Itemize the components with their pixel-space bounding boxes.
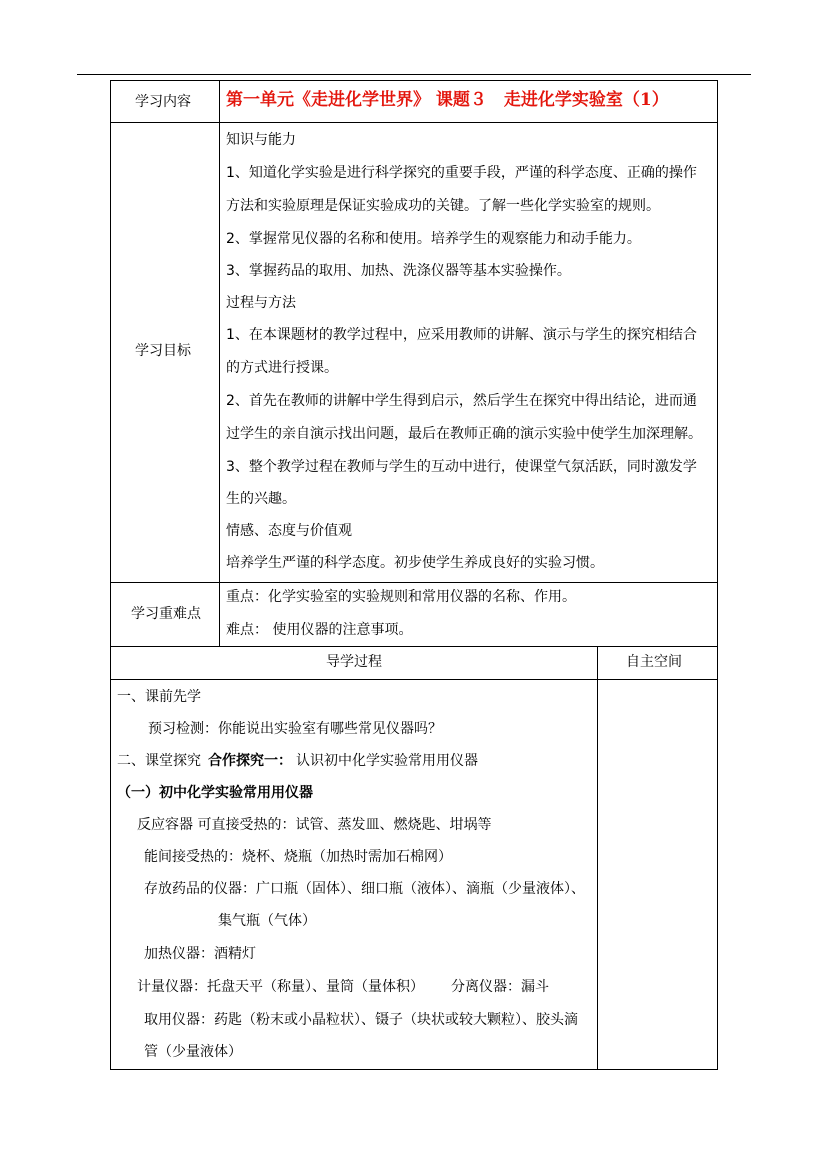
objective-line: 3、整个教学过程在教师与学生的互动中进行，使课堂气氛活跃，同时激发学 [226, 459, 697, 475]
objective-line: 1、知道化学实验是进行科学探究的重要手段，严谨的科学态度、正确的操作 [226, 165, 697, 181]
key-point: 重点：化学实验室的实验规则和常用仪器的名称、作用。 [226, 589, 576, 605]
objective-line: 的方式进行授课。 [226, 360, 338, 376]
difficulty-point: 难点： 使用仪器的注意事项。 [226, 622, 413, 638]
objective-line: 培养学生严谨的科学态度。初步使学生养成良好的实验习惯。 [226, 555, 604, 571]
guide-line: 分离仪器：漏斗 [451, 979, 549, 995]
objective-line: 生的兴趣。 [226, 491, 296, 507]
objective-line: 情感、态度与价值观 [226, 523, 352, 539]
guide-line: 反应容器 可直接受热的：试管、蒸发皿、燃烧匙、坩埚等 [137, 817, 492, 833]
guide-line: 存放药品的仪器：广口瓶（固体）、细口瓶（液体）、滴瓶（少量液体）、 [144, 881, 585, 897]
objective-line: 2、首先在教师的讲解中学生得到启示，然后学生在探究中得出结论，进而通 [226, 393, 697, 409]
objective-line: 2、掌握常见仪器的名称和使用。培养学生的观察能力和动手能力。 [226, 231, 641, 247]
guide-line: 管（少量液体） [144, 1044, 242, 1060]
row2-content-cell [219, 122, 718, 583]
guide-line: 预习检测：你能说出实验室有哪些常见仪器吗？ [148, 721, 442, 737]
guide-line: 一、课前先学 [117, 689, 201, 705]
objective-line: 过程与方法 [226, 295, 296, 311]
header-rule [77, 74, 751, 75]
guide-line: 合作探究一： [208, 753, 292, 769]
row3-label: 学习重难点 [131, 606, 201, 622]
guide-line: 二、课堂探究 [117, 753, 201, 769]
objective-line: 方法和实验原理是保证实验成功的关键。了解一些化学实验室的规则。 [226, 198, 660, 214]
objective-line: 知识与能力 [226, 132, 296, 148]
guide-line: 计量仪器：托盘天平（称量）、量筒（量体积） [137, 979, 424, 995]
space-header: 自主空间 [626, 654, 682, 670]
guide-line: 取用仪器：药匙（粉末或小晶粒状）、镊子（块状或较大颗粒）、胶头滴 [144, 1012, 578, 1028]
objective-line: 过学生的亲自演示找出问题，最后在教师正确的演示实验中使学生加深理解。 [226, 426, 702, 442]
row2-label: 学习目标 [135, 343, 191, 359]
space-content-cell [597, 679, 718, 1070]
lesson-title: 第一单元《走进化学世界》 课题３ 走进化学实验室（1） [226, 90, 669, 110]
objective-line: 1、在本课题材的教学过程中，应采用教师的讲解、演示与学生的探究相结合 [226, 327, 697, 343]
objective-line: 3、掌握药品的取用、加热、洗涤仪器等基本实验操作。 [226, 263, 571, 279]
row1-label: 学习内容 [135, 94, 191, 110]
guide-line: 集气瓶（气体） [218, 913, 316, 929]
guide-line: 认识初中化学实验常用用仪器 [296, 753, 478, 769]
guide-header: 导学过程 [326, 654, 382, 670]
guide-line: 加热仪器：酒精灯 [144, 946, 256, 962]
guide-section-heading: （一）初中化学实验常用用仪器 [117, 785, 313, 801]
guide-line: 能间接受热的：烧杯、烧瓶（加热时需加石棉网） [144, 849, 452, 865]
